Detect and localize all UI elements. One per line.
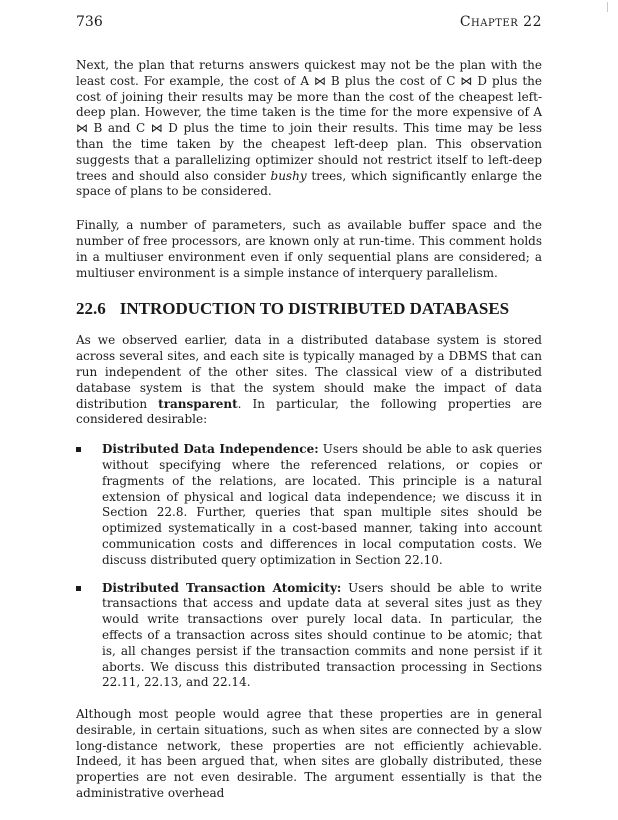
paragraph-distributed-intro (76, 333, 542, 428)
scan-artifact (607, 2, 608, 12)
list-item (76, 581, 542, 692)
paragraph-plan-cost-text: Next, the plan that returns answers quickest may not be the plan with the least cost. For example, the cost of A ⋈ B plus the cost of C ⋈ D plus the cost of joining their results may be more than the cost of the cheapest left-deep plan. However, the time taken is the time for the more expensive of A ⋈ B and C ⋈ D plus the time to join their results. This time may be less than the time taken by the cheapest left-deep plan. This observation suggests that a parallelizing optimizer should not restrict itself to left-deep trees and should also consider (76, 58, 542, 183)
paragraph-plan-cost-tail: trees, which significantly enlarge the space of plans to be considered. (76, 168, 542, 199)
paragraph-distributed-intro-text: As we observed earlier, data in a distributed database system is stored across several sites, and each site is typically managed by a DBMS that can run independent of the other sites. The classical view of a distributed database system is that the system should make the impact of data distribution (76, 333, 542, 411)
bullet-text: Users should be able to write transactions that access and update data at several sites just as they would write transactions over purely local data. In particular, the effects of a transaction across sites should continue to be atomic; that is, all changes persist if the transaction commits and none persist if it aborts. We discuss this distributed transaction processing in Sections 22.11, 22.13, and 22.14. (102, 580, 542, 690)
paragraph-run-time-parameters: Finally, a number of parameters, such as available buffer space and the number of free processors, are known only at run-time. This comment holds in a multiuser environment even if only sequential plans are considered; a multiuser environment is a simple instance of interquery parallelism. (76, 218, 542, 280)
desirable-properties-list (76, 442, 542, 691)
section-title: INTRODUCTION TO DISTRIBUTED DATABASES (119, 299, 510, 319)
section-number: 22.6 (76, 299, 106, 319)
bullet-text: Users should be able to ask queries without specifying where the referenced relations, or copies or fragments of the relations, are located. This principle is a natural extension of physical and logical data independence; we discuss it in Section 22.8. Further, queries that span multiple sites should be optimized systematically in a cost-based manner, taking into account communication costs and differences in local computation costs. We discuss distributed query optimization in Section 22.10. (102, 442, 542, 567)
transparent-term: transparent (158, 396, 238, 411)
paragraph-desirability: Although most people would agree that these properties are in general desirable, in certain situations, such as when sites are connected by a slow long-distance network, these properties are not efficiently achievable. Indeed, it has been argued that, when sites are globally distributed, these properties are not even desirable. The argument essentially is that the administrative overhead (76, 707, 542, 801)
bullet-square-icon (76, 447, 81, 452)
paragraph-distributed-intro-tail: . In particular, the following properties are considered desirable: (76, 396, 542, 427)
page-body (76, 58, 542, 820)
bullet-square-icon (76, 586, 81, 591)
paragraph-plan-cost (76, 58, 542, 200)
bullet-term: Distributed Transaction Atomicity: (102, 580, 342, 595)
page-number: 736 (76, 14, 103, 30)
bushy-emphasis: bushy (270, 168, 307, 183)
bullet-term: Distributed Data Independence: (102, 442, 319, 457)
running-header (76, 14, 542, 34)
section-heading (76, 299, 542, 319)
chapter-label: Chapter 22 (459, 14, 542, 30)
list-item (76, 442, 542, 568)
